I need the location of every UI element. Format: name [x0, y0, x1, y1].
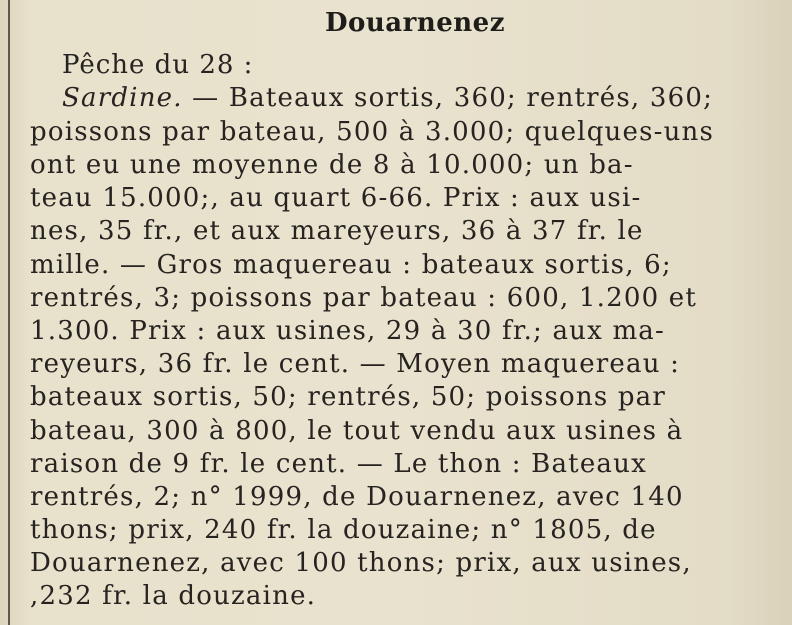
article-line-9: reyeurs, 36 fr. le cent. — Moyen maquereau : [30, 349, 681, 379]
line-text: — Bateaux sortis, 360; rentrés, 360; [182, 83, 714, 113]
article-line-14: thons; prix, 240 fr. la douzaine; n° 1805, de [30, 515, 657, 545]
article-line-15: Douarnenez, avec 100 thons; prix, aux usines, [30, 548, 692, 578]
article-line-4: teau 15.000;, au quart 6-66. Prix : aux usi- [30, 183, 642, 213]
article-line-7: rentrés, 3; poissons par bateau : 600, 1.200 et [30, 283, 698, 313]
article-title: Douarnenez [325, 8, 505, 38]
article-line-3: ont eu une moyenne de 8 à 10.000; un ba- [30, 150, 634, 180]
article-line-1 [62, 82, 713, 115]
article-line-13: rentrés, 2; n° 1999, de Douarnenez, avec 140 [30, 482, 684, 512]
article-line-8: 1.300. Prix : aux usines, 29 à 30 fr.; aux ma- [30, 316, 665, 346]
article-line-2: poissons par bateau, 500 à 3.000; quelques-uns [30, 117, 715, 147]
article-line-5: nes, 35 fr., et aux mareyeurs, 36 à 37 fr. le [30, 216, 644, 246]
column-rule [8, 0, 10, 625]
article-line-11: bateau, 300 à 800, le tout vendu aux usines à [30, 416, 684, 446]
article-line-6: mille. — Gros maquereau : bateaux sortis, 6; [30, 250, 672, 280]
species-label: Sardine. [62, 83, 183, 113]
article-line-16: ,232 fr. la douzaine. [30, 581, 317, 611]
article-line-10: bateaux sortis, 50; rentrés, 50; poissons par [30, 382, 667, 412]
article-line-12: raison de 9 fr. le cent. — Le thon : Bateaux [30, 449, 647, 479]
article-lead: Pêche du 28 : [62, 50, 254, 80]
